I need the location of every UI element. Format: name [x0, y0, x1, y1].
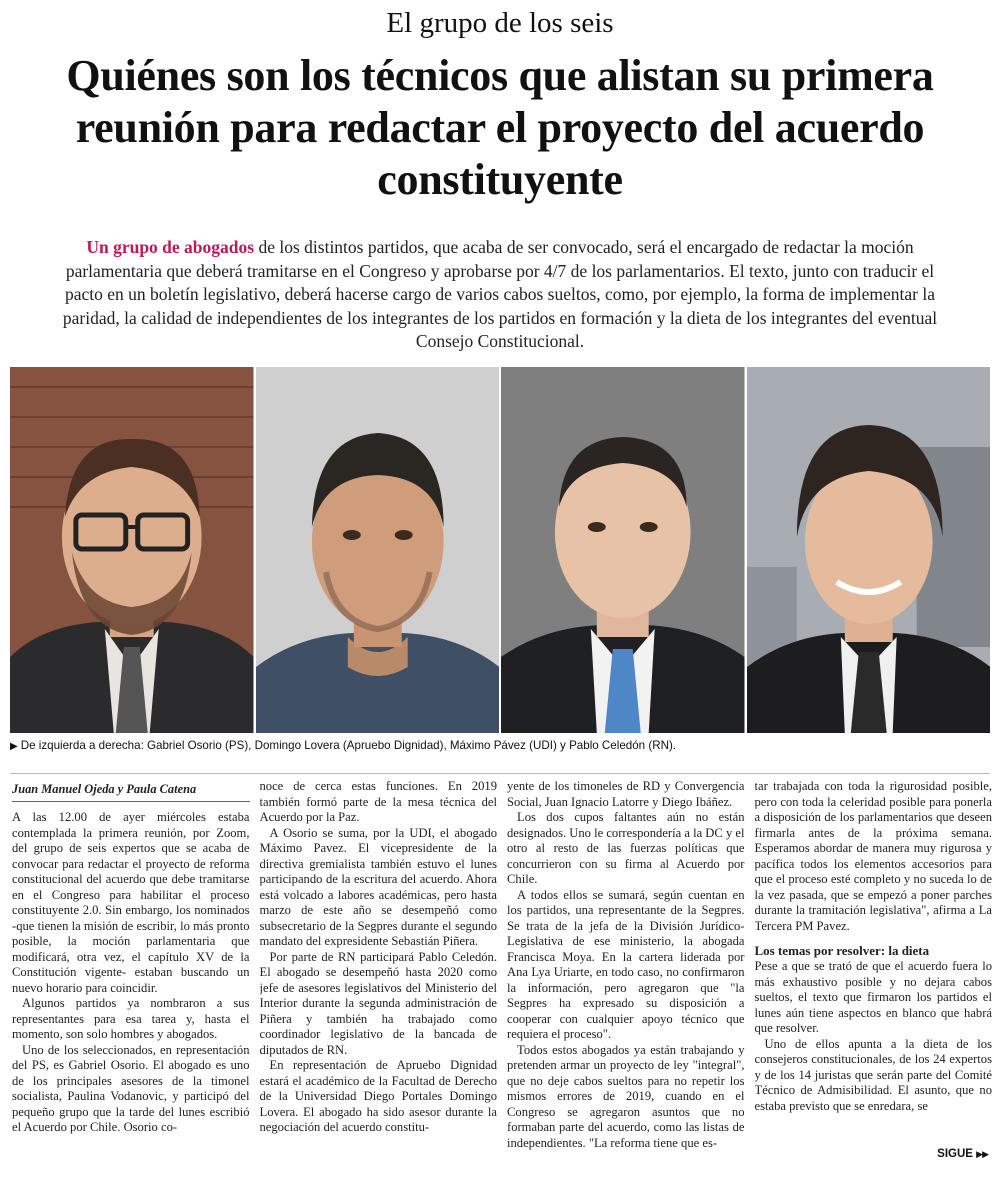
paragraph: A todos ellos se sumará, según cuentan en los partidos, una representante de la Segpres. Se trata de la jefa de la División Jurídico-Legislativa de ese ministerio, la abogada Francisca Moya. En la cartera liderada por Ana Lya Uriarte, en todo caso, no confirmaron la información, pero agregaron que "la Segpres ha expresado su disposición a cooperar con cualquier apoyo técnico que requiera el proceso".: [507, 887, 745, 1041]
continue-link[interactable]: [937, 1148, 988, 1160]
portrait-pablo-celedon-icon: [747, 367, 991, 733]
paragraph: Uno de ellos apunta a la dieta de los consejeros constitucionales, de los 24 expertos y de los 14 juristas que serán parte del Comité Técnico de Admisibilidad. El asunto, que no estaba previsto que se enredara, se: [754, 1036, 992, 1113]
column-2: [260, 779, 498, 1159]
paragraph: A Osorio se suma, por la UDI, el abogado Máximo Pavez. El vicepresidente de la directiva gremialista también estuvo el lunes participando de la escritura del acuerdo. Ahora está volcado a labores académicas, pero hasta marzo de este año se desempeñó como subsecretario de la Segpres durante el segundo mandato del expresidente Sebastián Piñera.: [259, 825, 497, 948]
double-arrow-right-icon: ▶▶: [976, 1149, 988, 1159]
paragraph: Todos estos abogados ya están trabajando y pretenden armar un proyecto de ley "integral", que no deje cabos sueltos para no repetir los mismos errores de 2019, cuando en el Congreso se agregaron asuntos que no formaban parte del acuerdo, como las listas de independientes. "La reforma tiene que es-: [507, 1042, 745, 1150]
article-body: [12, 779, 992, 1159]
kicker: El grupo de los seis: [386, 7, 614, 39]
photo-caption: [10, 739, 990, 754]
paragraph: noce de cerca estas funciones. En 2019 también formó parte de la mesa técnica del Acuerdo por la Paz.: [259, 779, 497, 824]
paragraph: A las 12.00 de ayer miércoles estaba contemplada la primera reunión, por Zoom, del grupo de seis expertos que se acaba de convocar para redactar el proyecto de reforma constitucional del acuerdo que debe tramitarse en el Congreso para habilitar el proceso constituyente 2.0. Sin embargo, los nominados -que tienen la misión de escribir, lo más pronto posible, la moción parlamentaria que modificará, otra vez, el capítulo XV de la Constitución vigente- estaban buscando un nuevo horario para coincidir.: [12, 810, 250, 995]
subheading: Los temas por resolver: la dieta: [754, 943, 930, 958]
caption-arrow-icon: ▶: [10, 741, 18, 752]
portrait-domingo-lovera-icon: [256, 367, 500, 733]
lead-text: de los distintos partidos, que acaba de ser convocado, será el encargado de redactar la moción parlamentaria que deberá tramitarse en el Congreso y aprobarse por 4/7 de los parlamentarios. El texto, junto con traducir el pacto en un boletín legislativo, deberá hacerse cargo de varios cabos sueltos, como, por ejemplo, la forma de implementar la paridad, la calidad de independientes de los integrantes de los partidos en formación y la dieta de los integrantes del eventual Consejo Constitucional.: [62, 237, 938, 351]
paragraph: Pese a que se trató de que el acuerdo fuera lo más exhaustivo posible y no dejara cabos sueltos, el texto que firmaron los partidos el lunes aún tiene aspectos en blanco que habrá que resolver.: [754, 959, 992, 1035]
portrait-gabriel-osorio-icon: [10, 367, 254, 733]
headline: Quiénes son los técnicos que alistan su primera reunión para redactar el proyecto del acuerdo constituyente: [66, 51, 934, 204]
lead-highlight: Un grupo de abogados: [86, 237, 255, 257]
paragraph: Uno de los seleccionados, en representación del PS, es Gabriel Osorio. El abogado es uno de los principales asesores de la timonel socialista, Paulina Vodanovic, y participó del pequeño grupo que la tarde del lunes escribió el Acuerdo por Chile. Osorio co-: [12, 1042, 250, 1134]
byline: Juan Manuel Ojeda y Paula Catena: [12, 779, 250, 802]
column-1: [12, 779, 250, 1159]
portrait-maximo-pavez-icon: [501, 367, 745, 733]
column-4: [755, 779, 993, 1159]
section-divider: [10, 773, 990, 774]
paragraph: Por parte de RN participará Pablo Celedón. El abogado se desempeñó hasta 2020 como jefe de asesores legislativos del Ministerio del Interior durante la segunda administración de Piñera y también ha trabajado como coordinador legislativo de la bancada de diputados de RN.: [259, 949, 497, 1057]
caption-text: De izquierda a derecha: Gabriel Osorio (PS), Domingo Lovera (Apruebo Dignidad), Máximo Pávez (UDI) y Pablo Celedón (RN).: [20, 739, 677, 752]
paragraph: En representación de Apruebo Dignidad estará el académico de la Facultad de Derecho de la Universidad Diego Portales Domingo Lovera. El abogado ha sido asesor durante la negociación del acuerdo constitu-: [259, 1058, 497, 1134]
paragraph: tar trabajada con toda la rigurosidad posible, pero con toda la celeridad posible para ponerla a disposición de los parlamentarios que deseen firmarla antes de la próxima semana. Esperamos abordar de manera muy rigurosa y pacífica todos los elementos accesorios para que el proceso esté completo y no suceda lo de la vez pasada, que se empezó a poner parches durante la tramitación legislativa", afirma a La Tercera PM Pavez.: [754, 779, 992, 933]
paragraph: Algunos partidos ya nombraron a sus representantes para esa tarea y, hasta el momento, son solo hombres y abogados.: [12, 996, 250, 1041]
paragraph: yente de los timoneles de RD y Convergencia Social, Juan Ignacio Latorre y Diego Ibáñez.: [507, 779, 745, 809]
photo-strip: [10, 367, 990, 733]
paragraph: Los dos cupos faltantes aún no están designados. Uno le correspondería a la DC y el otro al resto de las fuerzas políticas que concurrieron con su firma al Acuerdo por Chile.: [507, 810, 745, 886]
column-3: [507, 779, 745, 1159]
continue-label: SIGUE: [937, 1148, 973, 1160]
lead-paragraph: [50, 236, 950, 354]
